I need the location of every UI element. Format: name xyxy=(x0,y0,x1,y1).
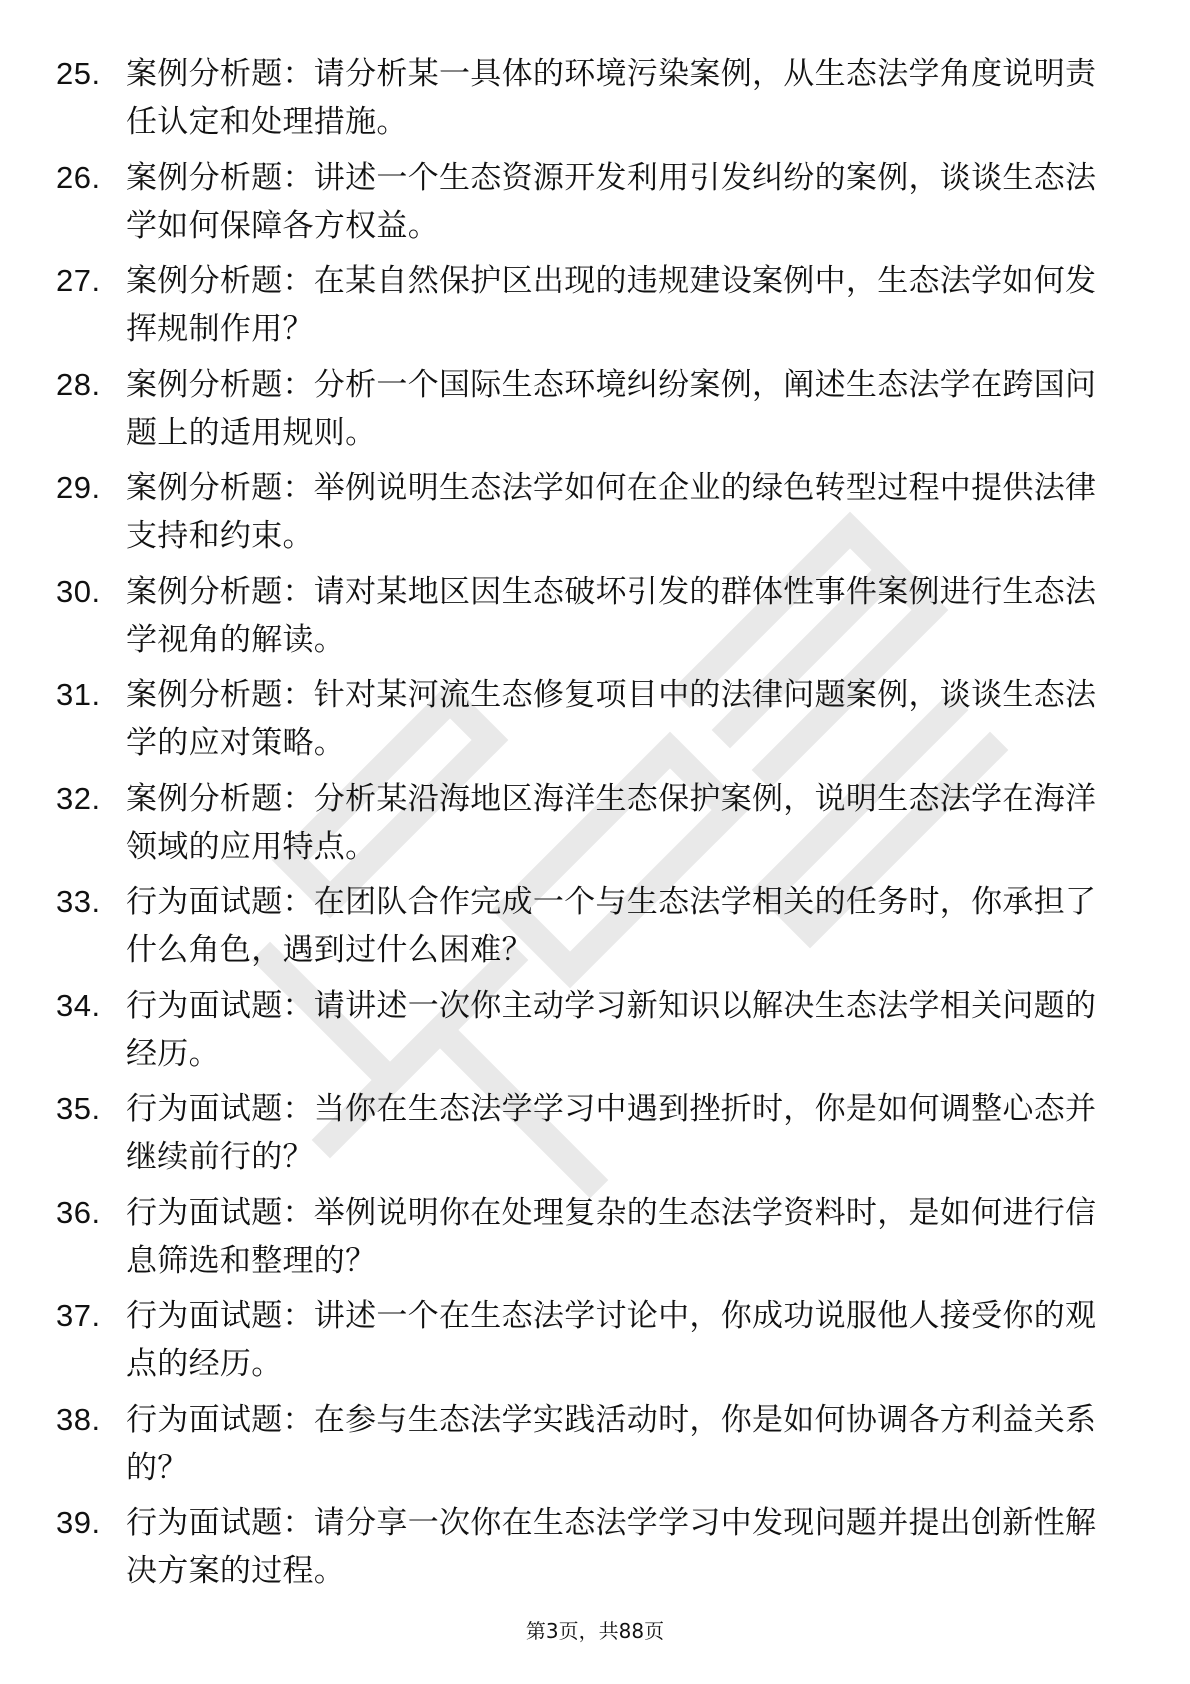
question-text: 案例分析题：分析一个国际生态环境纠纷案例，阐述生态法学在跨国问题上的适用规则。 xyxy=(126,366,1097,451)
question-text: 行为面试题：请讲述一次你主动学习新知识以解决生态法学相关问题的经历。 xyxy=(126,987,1097,1072)
question-item xyxy=(56,878,1116,982)
question-item xyxy=(56,361,1116,465)
question-item xyxy=(56,775,1116,879)
question-list xyxy=(56,50,1116,1603)
question-text: 行为面试题：当你在生态法学学习中遇到挫折时，你是如何调整心态并继续前行的？ xyxy=(126,1091,1097,1175)
question-number: 28. xyxy=(56,366,101,402)
question-number: 26. xyxy=(56,159,101,195)
question-item xyxy=(56,464,1116,568)
question-number: 25. xyxy=(56,56,101,91)
question-item xyxy=(56,257,1116,361)
question-text: 案例分析题：在某自然保护区出现的违规建设案例中，生态法学如何发挥规制作用？ xyxy=(126,263,1097,347)
question-text: 案例分析题：分析某沿海地区海洋生态保护案例，说明生态法学在海洋领域的应用特点。 xyxy=(126,780,1097,865)
question-item xyxy=(56,154,1116,258)
question-item xyxy=(56,1085,1116,1189)
question-item xyxy=(56,1499,1116,1603)
question-text: 行为面试题：在团队合作完成一个与生态法学相关的任务时，你承担了什么角色，遇到过什么困难？ xyxy=(126,884,1097,968)
question-number: 32. xyxy=(56,780,101,816)
question-text: 行为面试题：讲述一个在生态法学讨论中，你成功说服他人接受你的观点的经历。 xyxy=(126,1298,1097,1382)
question-text: 案例分析题：请分析某一具体的环境污染案例，从生态法学角度说明责任认定和处理措施。 xyxy=(126,56,1097,140)
question-item xyxy=(56,1396,1116,1500)
question-text: 行为面试题：请分享一次你在生态法学学习中发现问题并提出创新性解决方案的过程。 xyxy=(126,1505,1097,1589)
question-item xyxy=(56,982,1116,1086)
question-text: 案例分析题：请对某地区因生态破坏引发的群体性事件案例进行生态法学视角的解读。 xyxy=(126,573,1097,658)
question-number: 39. xyxy=(56,1505,101,1540)
question-text: 行为面试题：举例说明你在处理复杂的生态法学资料时，是如何进行信息筛选和整理的？ xyxy=(126,1194,1097,1279)
question-item xyxy=(56,1292,1116,1396)
question-number: 27. xyxy=(56,263,101,298)
question-number: 31. xyxy=(56,677,101,712)
question-number: 35. xyxy=(56,1091,101,1126)
question-number: 37. xyxy=(56,1298,101,1333)
question-text: 行为面试题：在参与生态法学实践活动时，你是如何协调各方利益关系的？ xyxy=(126,1401,1097,1486)
question-text: 案例分析题：针对某河流生态修复项目中的法律问题案例，谈谈生态法学的应对策略。 xyxy=(126,677,1097,761)
question-number: 30. xyxy=(56,573,101,609)
question-number: 36. xyxy=(56,1194,101,1230)
question-text: 案例分析题：讲述一个生态资源开发利用引发纠纷的案例，谈谈生态法学如何保障各方权益。 xyxy=(126,159,1097,244)
question-number: 38. xyxy=(56,1401,101,1437)
question-number: 29. xyxy=(56,470,101,505)
question-text: 案例分析题：举例说明生态法学如何在企业的绿色转型过程中提供法律支持和约束。 xyxy=(126,470,1097,554)
page-footer: 第3页，共88页 xyxy=(525,1619,665,1643)
question-number: 33. xyxy=(56,884,101,919)
question-item xyxy=(56,50,1116,154)
question-number: 34. xyxy=(56,987,101,1023)
question-item xyxy=(56,1189,1116,1293)
question-item xyxy=(56,568,1116,672)
question-item xyxy=(56,671,1116,775)
